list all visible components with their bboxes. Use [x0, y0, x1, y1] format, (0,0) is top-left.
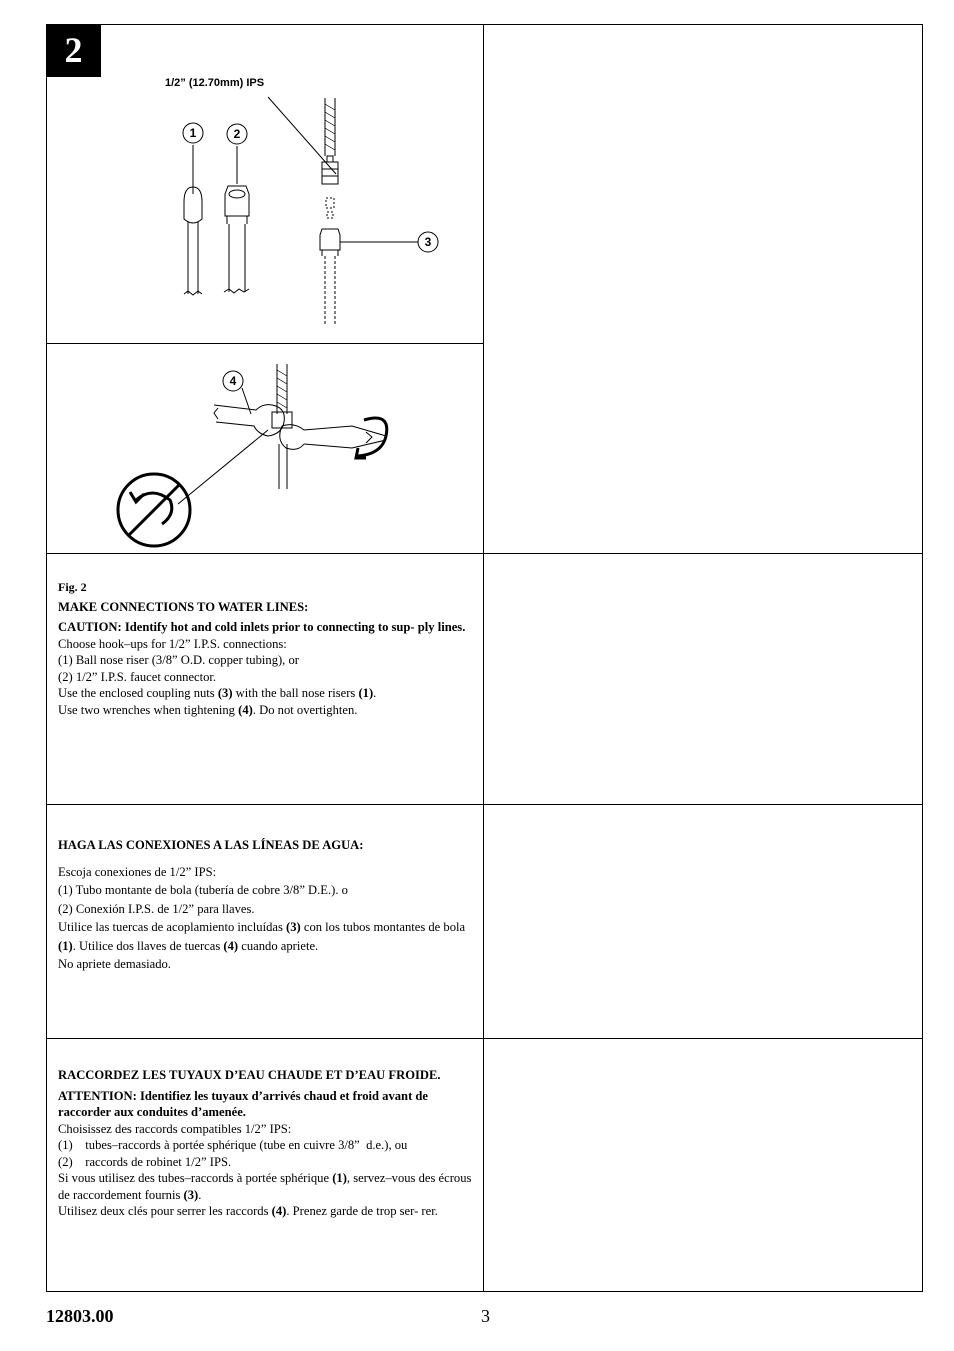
- page-number: 3: [481, 1306, 490, 1326]
- callout-4: 4: [229, 374, 237, 388]
- french-instructions: [58, 1067, 472, 1220]
- spanish-instructions: [58, 836, 472, 974]
- spanish-line-3: (2) Conexión I.P.S. de 1/2” para llaves.: [58, 901, 255, 916]
- row-divider-1: [46, 553, 923, 554]
- spanish-line-2: (1) Tubo montante de bola (tubería de cobre 3/8” D.E.). o: [58, 883, 348, 897]
- spanish-line-1: Escoja conexiones de 1/2” IPS:: [58, 864, 217, 879]
- step-number-badge: 2: [46, 24, 101, 77]
- english-line-3: (2) 1/2” I.P.S. faucet connector.: [58, 669, 217, 684]
- english-line-1: Choose hook–ups for 1/2” I.P.S. connections:: [58, 636, 287, 651]
- figure-label: Fig. 2: [58, 580, 87, 594]
- row-divider-3: [46, 1038, 923, 1039]
- french-caution: ATTENTION: Identifiez les tuyaux d’arrivés chaud et froid avant de raccorder aux conduites d’amenée.: [58, 1088, 429, 1119]
- ips-size-label: 1/2” (12.70mm) IPS: [165, 77, 265, 89]
- english-caution: CAUTION: Identify hot and cold inlets prior to connecting to sup- ply lines.: [58, 620, 466, 634]
- callout-2: 2: [233, 127, 241, 141]
- english-heading: MAKE CONNECTIONS TO WATER LINES:: [58, 599, 309, 614]
- french-line-4: Si vous utilisez des tubes–raccords à portée sphérique (1), servez–vous des écrous de raccordement fournis (3).: [58, 1171, 472, 1202]
- spanish-line-5: No apriete demasiado.: [58, 957, 171, 971]
- french-line-5: Utilisez deux clés pour serrer les raccords (4). Prenez garde de trop ser- rer.: [58, 1204, 438, 1218]
- document-number: 12803.00: [46, 1306, 114, 1326]
- wrench-tightening-illustration: [46, 344, 483, 553]
- french-heading: RACCORDEZ LES TUYAUX D’EAU CHAUDE ET D’EAU FROIDE.: [58, 1068, 441, 1082]
- column-divider: [483, 24, 484, 1292]
- english-line-4: Use the enclosed coupling nuts (3) with the ball nose risers (1).: [58, 686, 377, 700]
- row-divider-2: [46, 804, 923, 805]
- spanish-heading: HAGA LAS CONEXIONES A LAS LÍNEAS DE AGUA:: [58, 838, 364, 852]
- callout-3: 3: [424, 235, 432, 249]
- english-line-5: Use two wrenches when tightening (4). Do not overtighten.: [58, 702, 358, 717]
- english-instructions: [58, 579, 472, 718]
- callout-1: 1: [189, 126, 197, 140]
- connector-hookup-illustration: [46, 24, 483, 343]
- french-line-2: (1) tubes–raccords à portée sphérique (tube en cuivre 3/8” d.e.), ou: [58, 1138, 408, 1152]
- french-line-3: (2) raccords de robinet 1/2” IPS.: [58, 1154, 232, 1169]
- french-line-1: Choisissez des raccords compatibles 1/2” IPS:: [58, 1121, 292, 1136]
- spanish-line-4: Utilice las tuercas de acoplamiento incluídas (3) con los tubos montantes de bola (1). Utilice dos llaves de tuercas (4) cuando apriete.: [58, 920, 466, 953]
- english-line-2: (1) Ball nose riser (3/8” O.D. copper tubing), or: [58, 653, 299, 667]
